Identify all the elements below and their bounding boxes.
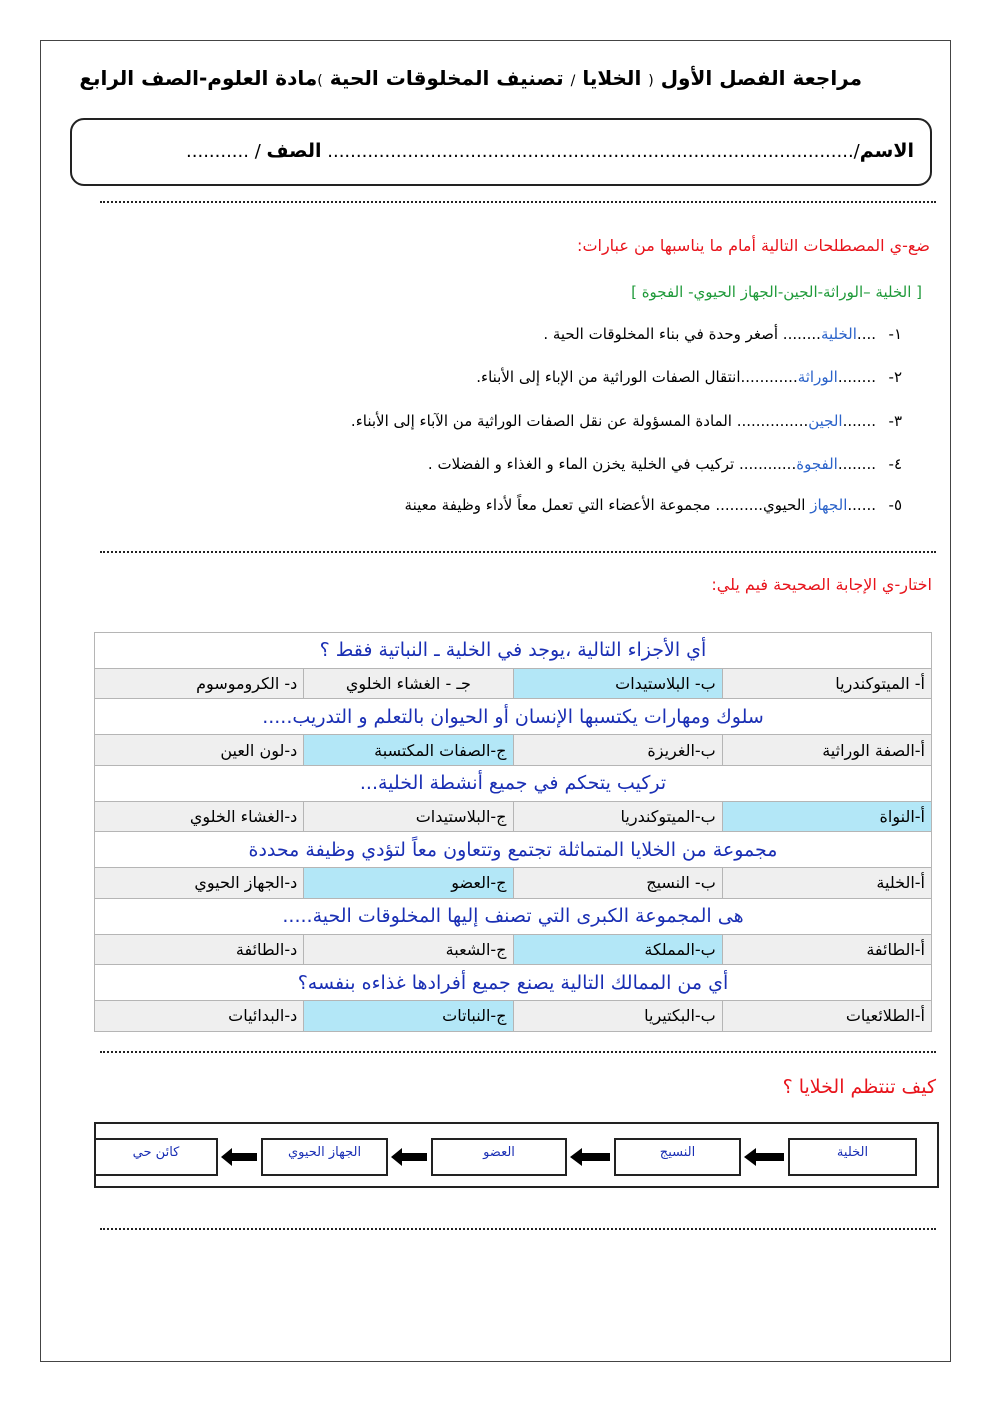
separator-3	[100, 1051, 936, 1053]
item-trail-dots: ............	[739, 455, 797, 473]
flow-step-label: الجهاز الحيوي	[287, 1144, 362, 1160]
cell-organization-flow	[94, 1122, 939, 1188]
option-a[interactable]: أ-الطائفة	[722, 934, 931, 965]
title-part-2: الخلايا	[582, 66, 642, 90]
option-c[interactable]: ج-النباتات	[304, 1000, 513, 1031]
item-lead-dots: ........	[837, 455, 876, 473]
option-d[interactable]: د-الجهاز الحيوي	[95, 868, 304, 899]
item-text: مجموعة الأعضاء التي تعمل معاً لأداء وظيفة معينة	[404, 496, 716, 514]
item-lead-dots: .......	[842, 412, 876, 430]
flow-step-label: الخلية	[836, 1144, 869, 1160]
name-label: الاسم	[859, 140, 914, 162]
arrow-left-icon	[391, 1148, 427, 1166]
item-trail-dots: الحيوي..........	[715, 496, 811, 514]
title-part-4: مادة العلوم-الصف الرابع	[79, 66, 318, 90]
options-row	[95, 668, 932, 699]
item-text: تركيب في الخلية يخزن الماء و الغذاء و الفضلات .	[427, 455, 739, 473]
question-text: تركيب يتحكم في جميع أنشطة الخلية...	[95, 765, 932, 801]
separator-4	[100, 1228, 936, 1230]
name-slash: /	[853, 141, 860, 162]
option-d[interactable]: د-الغشاء الخلوي	[95, 801, 304, 832]
item-number: ٣-	[888, 412, 902, 430]
flow-step-tissue	[614, 1138, 741, 1176]
option-d[interactable]: د-الطائفة	[95, 934, 304, 965]
item-answer[interactable]: الفجوة	[796, 455, 838, 473]
options-row	[95, 934, 932, 965]
definition-item-5	[405, 496, 902, 514]
option-a[interactable]: أ-الصفة الوراثية	[722, 735, 931, 766]
option-c[interactable]: ج-الشعبة	[304, 934, 513, 965]
item-lead-dots: ........	[837, 368, 876, 386]
option-b[interactable]: ب- البلاستيدات	[513, 668, 722, 699]
item-answer[interactable]: الجهاز	[810, 496, 848, 514]
mcq-body	[95, 633, 932, 1032]
student-info-box	[70, 118, 932, 186]
options-row	[95, 1000, 932, 1031]
item-text: انتقال الصفات الوراثية من الإباء إلى الأبناء.	[476, 368, 741, 386]
flow-step-cell	[788, 1138, 917, 1176]
title-paren-open: (	[648, 73, 654, 89]
question-row	[95, 633, 932, 669]
options-row	[95, 801, 932, 832]
option-a[interactable]: أ-الخلية	[722, 868, 931, 899]
arrow-left-icon	[744, 1148, 784, 1166]
question-text: أي من الممالك التالية يصنع جميع أفرادها غذاءه بنفسه؟	[95, 965, 932, 1001]
option-a[interactable]: أ-النواة	[722, 801, 931, 832]
option-c[interactable]: ج-العضو	[304, 868, 513, 899]
item-answer[interactable]: الوراثة	[797, 368, 838, 386]
question-row	[95, 832, 932, 868]
item-number: ٤-	[888, 455, 902, 473]
title-part-1: مراجعة الفصل الأول	[660, 66, 862, 90]
question-row	[95, 898, 932, 934]
option-b[interactable]: ب- النسيج	[513, 868, 722, 899]
separator-2	[100, 551, 936, 553]
item-number: ٥-	[888, 496, 902, 514]
option-b[interactable]: ب-المملكة	[513, 934, 722, 965]
mcq-table	[94, 632, 932, 1032]
option-b[interactable]: ب-الغريزة	[513, 735, 722, 766]
student-info-line	[186, 140, 914, 162]
item-trail-dots: ...............	[736, 412, 809, 430]
terms-bank: [ الخلية –الوراثة-الجين-الجهاز الحيوي- الفجوة ]	[631, 283, 922, 301]
option-c[interactable]: ج-البلاستيدات	[304, 801, 513, 832]
definition-item-2	[476, 368, 902, 386]
flow-step-label: كائن حي	[132, 1144, 180, 1160]
item-lead-dots: ....	[856, 325, 876, 343]
item-number: ٢-	[888, 368, 902, 386]
definition-item-1	[543, 325, 902, 343]
definition-item-3	[351, 412, 902, 430]
question-row	[95, 765, 932, 801]
definition-item-4	[428, 455, 902, 473]
flow-step-label: النسيج	[659, 1144, 696, 1160]
flow-step-system	[261, 1138, 388, 1176]
question-row	[95, 965, 932, 1001]
title-paren-close: )	[317, 73, 323, 89]
option-d[interactable]: د-البدائيات	[95, 1000, 304, 1031]
class-label: الصف	[266, 140, 322, 162]
item-lead-dots: ......	[847, 496, 876, 514]
title-slash: /	[570, 73, 576, 89]
item-number: ١-	[888, 325, 902, 343]
option-a[interactable]: أ-الطلائعيات	[722, 1000, 931, 1031]
question-row	[95, 699, 932, 735]
question-text: مجموعة من الخلايا المتماثلة تجتمع وتتعاون معاً لتؤدي وظيفة محددة	[95, 832, 932, 868]
item-text: أصغر وحدة في بناء المخلوقات الحية .	[543, 325, 783, 343]
page-title	[60, 66, 862, 90]
flow-step-organism	[94, 1138, 218, 1176]
class-field[interactable]: ...........	[186, 141, 249, 162]
separator-1	[100, 201, 936, 203]
option-a[interactable]: أ- الميتوكندريا	[722, 668, 931, 699]
title-part-3: تصنيف المخلوقات الحية	[329, 66, 564, 90]
option-d[interactable]: د-لون العين	[95, 735, 304, 766]
arrow-left-icon	[570, 1148, 610, 1166]
question-text: أي الأجزاء التالية ،يوجد في الخلية ـ النباتية فقط ؟	[95, 633, 932, 669]
option-c[interactable]: ج-الصفات المكتسبة	[304, 735, 513, 766]
item-answer[interactable]: الجين	[808, 412, 843, 430]
item-trail-dots: ............	[740, 368, 798, 386]
class-slash: /	[254, 141, 261, 162]
options-row	[95, 735, 932, 766]
flow-step-organ	[431, 1138, 567, 1176]
section2-instruction: اختار-ي الإجابة الصحيحة فيم يلي:	[711, 575, 932, 594]
item-text: المادة المسؤولة عن نقل الصفات الوراثية من الآباء إلى الأبناء.	[350, 412, 737, 430]
option-b[interactable]: ب-الميتوكندريا	[513, 801, 722, 832]
question-text: سلوك ومهارات يكتسبها الإنسان أو الحيوان بالتعلم و التدريب.....	[95, 699, 932, 735]
option-d[interactable]: د- الكروموسوم	[95, 668, 304, 699]
arrow-left-icon	[221, 1148, 257, 1166]
item-trail-dots: ........	[782, 325, 821, 343]
options-row	[95, 868, 932, 899]
name-field[interactable]: ............................................................................................	[327, 141, 854, 162]
section1-instruction: ضع-ي المصطلحات التالية أمام ما يناسبها من عبارات:	[577, 236, 930, 255]
section3-question: كيف تنتظم الخلايا ؟	[782, 1076, 936, 1098]
option-c[interactable]: جـ - الغشاء الخلوي	[304, 668, 513, 699]
flow-step-label: العضو	[483, 1144, 515, 1160]
item-answer[interactable]: الخلية	[820, 325, 857, 343]
option-b[interactable]: ب-البكتيريا	[513, 1000, 722, 1031]
question-text: هى المجموعة الكبرى التي تصنف إليها المخلوقات الحية.....	[95, 898, 932, 934]
